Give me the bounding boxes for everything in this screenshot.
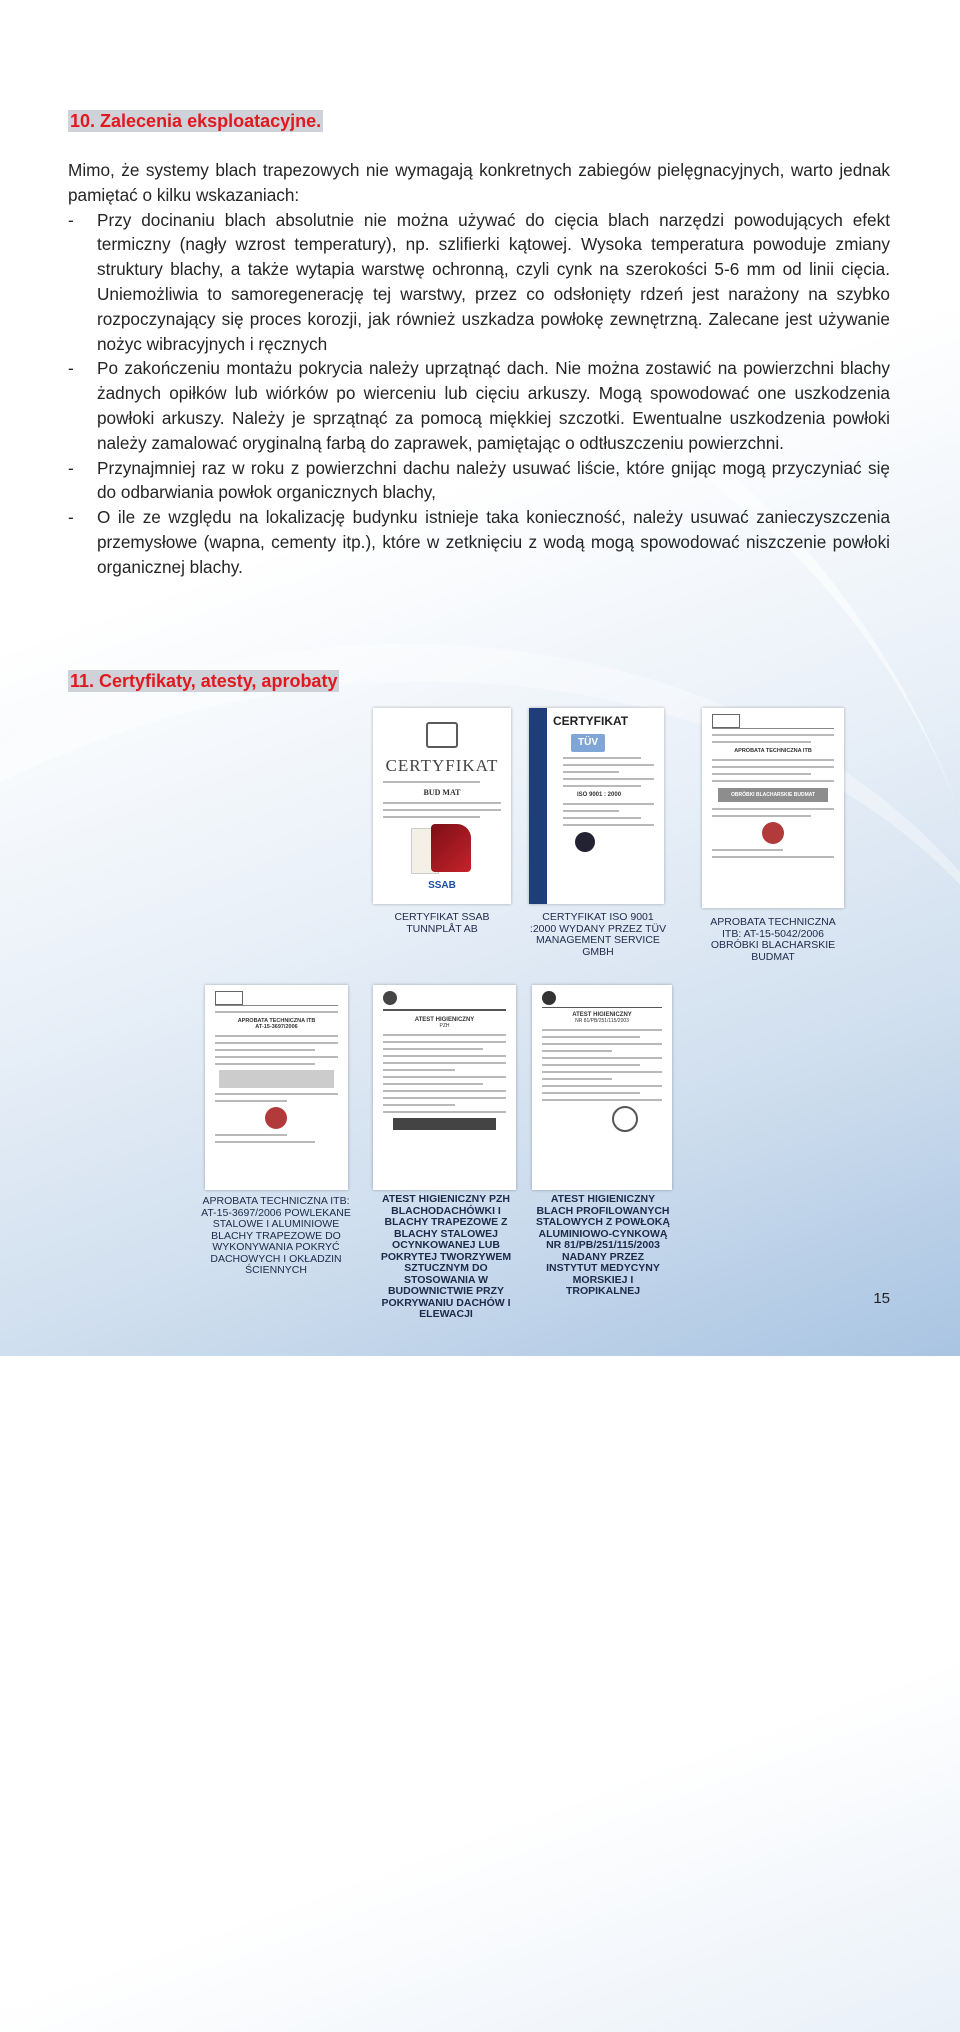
itb-logo-icon <box>215 991 243 1005</box>
certificate-doc-subtitle: OBRÓBKI BLACHARSKIE BUDMAT <box>718 788 828 802</box>
bullet-dash: - <box>68 457 74 478</box>
certificate-caption: CERTYFIKAT ISO 9001 :2000 WYDANY PRZEZ TÜV MANAGEMENT SERVICE GMBH <box>529 911 667 958</box>
certificate-doc-title: CERTYFIKAT <box>553 714 629 728</box>
product-photo <box>407 824 477 876</box>
itb-logo-icon <box>712 714 740 728</box>
certificate-caption: ATEST HIGIENICZNY PZH BLACHODACHÓWKI I BLACHY TRAPEZOWE Z BLACHY STALOWEJ OCYNKOWANEJ LUB POKRYTEJ TWORZYWEM SZTUCZNYM DO STOSOWANIA W BUDOWNICTWIE PRZY POKRYWANIU DACHÓW I ELEWACJI <box>380 1193 512 1320</box>
seal-icon <box>762 822 784 844</box>
certificate-image-itb-trapezowe <box>205 985 348 1190</box>
list-item <box>68 356 890 455</box>
certificate-caption: APROBATA TECHNICZNA ITB: AT-15-3697/2006 POWLEKANE STALOWE I ALUMINIOWE BLACHY TRAPEZOWE DO WYKONYWANIA POKRYĆ DACHOWYCH I OKŁADZIN ŚCIENNYCH <box>201 1195 351 1276</box>
section-10-heading: 10. Zalecenia eksploatacyjne. <box>70 111 322 131</box>
bullet-dash: - <box>68 209 74 230</box>
logo-icon <box>426 722 458 748</box>
section-11-heading: 11. Certyfikaty, atesty, aprobaty <box>70 671 338 691</box>
stamp-box <box>393 1118 496 1130</box>
certificate-doc-title: CERTYFIKAT <box>385 756 499 775</box>
itb-letterhead <box>215 991 338 1006</box>
pzh-logo-icon <box>383 991 397 1005</box>
intro-paragraph: Mimo, że systemy blach trapezowych nie wymagają konkretnych zabiegów pielęgnacyjnych, warto jednak pamiętać o kilku wskazaniach: <box>68 160 890 205</box>
certificate-doc-subtitle: PZH <box>439 1023 450 1029</box>
section-10-body <box>68 158 890 580</box>
certificate-image-imm <box>532 985 672 1190</box>
bullet-dash: - <box>68 358 74 379</box>
certificate-doc-title: APROBATA TECHNICZNA ITB <box>734 748 812 754</box>
tuv-logo: TÜV <box>571 734 605 752</box>
page-number: 15 <box>873 1290 890 1307</box>
list-item <box>68 505 890 579</box>
list-item-text: Przy docinaniu blach absolutnie nie można używać do cięcia blach narzędzi powodujących efekt termiczny (nagły wzrost temperatury), np. szlifierki kątowej. Wysoka temperatura powoduje zmiany struktury blachy, a także wytapia warstwę ochronną, czyli cynk na szerokości 5-6 mm od linii cięcia. Uniemożliwia to samoregenerację tej warstwy, przez co odsłonięty rdzeń jest narażony na szybko rozpoczynający się proces korozji, jak również uszkadza powłokę zewnętrzną. Zalecane jest używanie nożyc wibracyjnych i ręcznych <box>97 209 890 354</box>
blue-side-band <box>529 708 547 904</box>
list-item-text: Przynajmniej raz w roku z powierzchni dachu należy usuwać liście, które gnijąc mogą przyczyniać się do odbarwiania powłok organicznych blachy, <box>97 457 890 503</box>
stamp-icon <box>612 1106 638 1132</box>
seal-icon <box>265 1107 287 1129</box>
product-box <box>219 1070 334 1088</box>
certificate-doc-title: APROBATA TECHNICZNA ITB <box>237 1018 316 1024</box>
list-item <box>68 208 890 357</box>
list-item-text: O ile ze względu na lokalizację budynku istnieje taka konieczność, należy usuwać zanieczyszczenia przemysłowe (wapna, cementy itp.), które w zetknięciu z wodą mogą spowodować niszczenie powłoki organicznej blachy. <box>97 507 890 577</box>
certificate-doc-title: ATEST HIGIENICZNY <box>414 1017 475 1023</box>
itb-letterhead <box>712 714 834 729</box>
ssab-logo: SSAB <box>428 880 456 891</box>
list-item <box>68 456 890 506</box>
list-item-text: Po zakończeniu montażu pokrycia należy uprzątnąć dach. Nie można zostawić na powierzchni blachy żadnych opiłków lub wiórków po wierceniu lub cięciu arkuszy. Mogą spowodować one uszkodzenia powłoki arkuszy. Należy je sprzątnąć za pomocą miękkiej szczotki. Ewentualne uszkodzenia powłoki należy zamalować oryginalną farbą do zaprawek, pamiętając o odtłuszczeniu powierzchni. <box>97 358 890 453</box>
bullet-dash: - <box>68 507 74 528</box>
imm-letterhead <box>542 991 662 1008</box>
certificate-caption: APROBATA TECHNICZNA ITB: AT-15-5042/2006 OBRÓBKI BLACHARSKIE BUDMAT <box>710 916 836 963</box>
certificate-doc-subtitle: NR 81/PB/251/115/2003 <box>575 1018 629 1024</box>
certificate-image-tuv <box>529 708 664 904</box>
certificate-doc-subtitle: ISO 9001 : 2000 <box>577 792 622 798</box>
imm-logo-icon <box>542 991 556 1005</box>
certificate-doc-subtitle: BUD MAT <box>423 788 461 797</box>
certificate-image-ssab <box>373 708 511 904</box>
certificate-image-itb-budmat <box>702 708 844 908</box>
certificate-doc-subtitle: AT-15-3697/2006 <box>255 1024 298 1030</box>
pzh-letterhead <box>383 991 506 1011</box>
certificate-image-pzh <box>373 985 516 1190</box>
certificate-caption: CERTYFIKAT SSAB TUNNPLÅT AB <box>394 911 490 935</box>
seal-icon <box>575 832 595 852</box>
certificate-doc-title: ATEST HIGIENICZNY <box>572 1012 632 1018</box>
certificate-caption: ATEST HIGIENICZNY BLACH PROFILOWANYCH STALOWYCH Z POWŁOKĄ ALUMINIOWO-CYNKOWĄ NR 81/PB/251/115/2003 NADANY PRZEZ INSTYTUT MEDYCYNY MORSKIEJ I TROPIKALNEJ <box>536 1193 670 1297</box>
